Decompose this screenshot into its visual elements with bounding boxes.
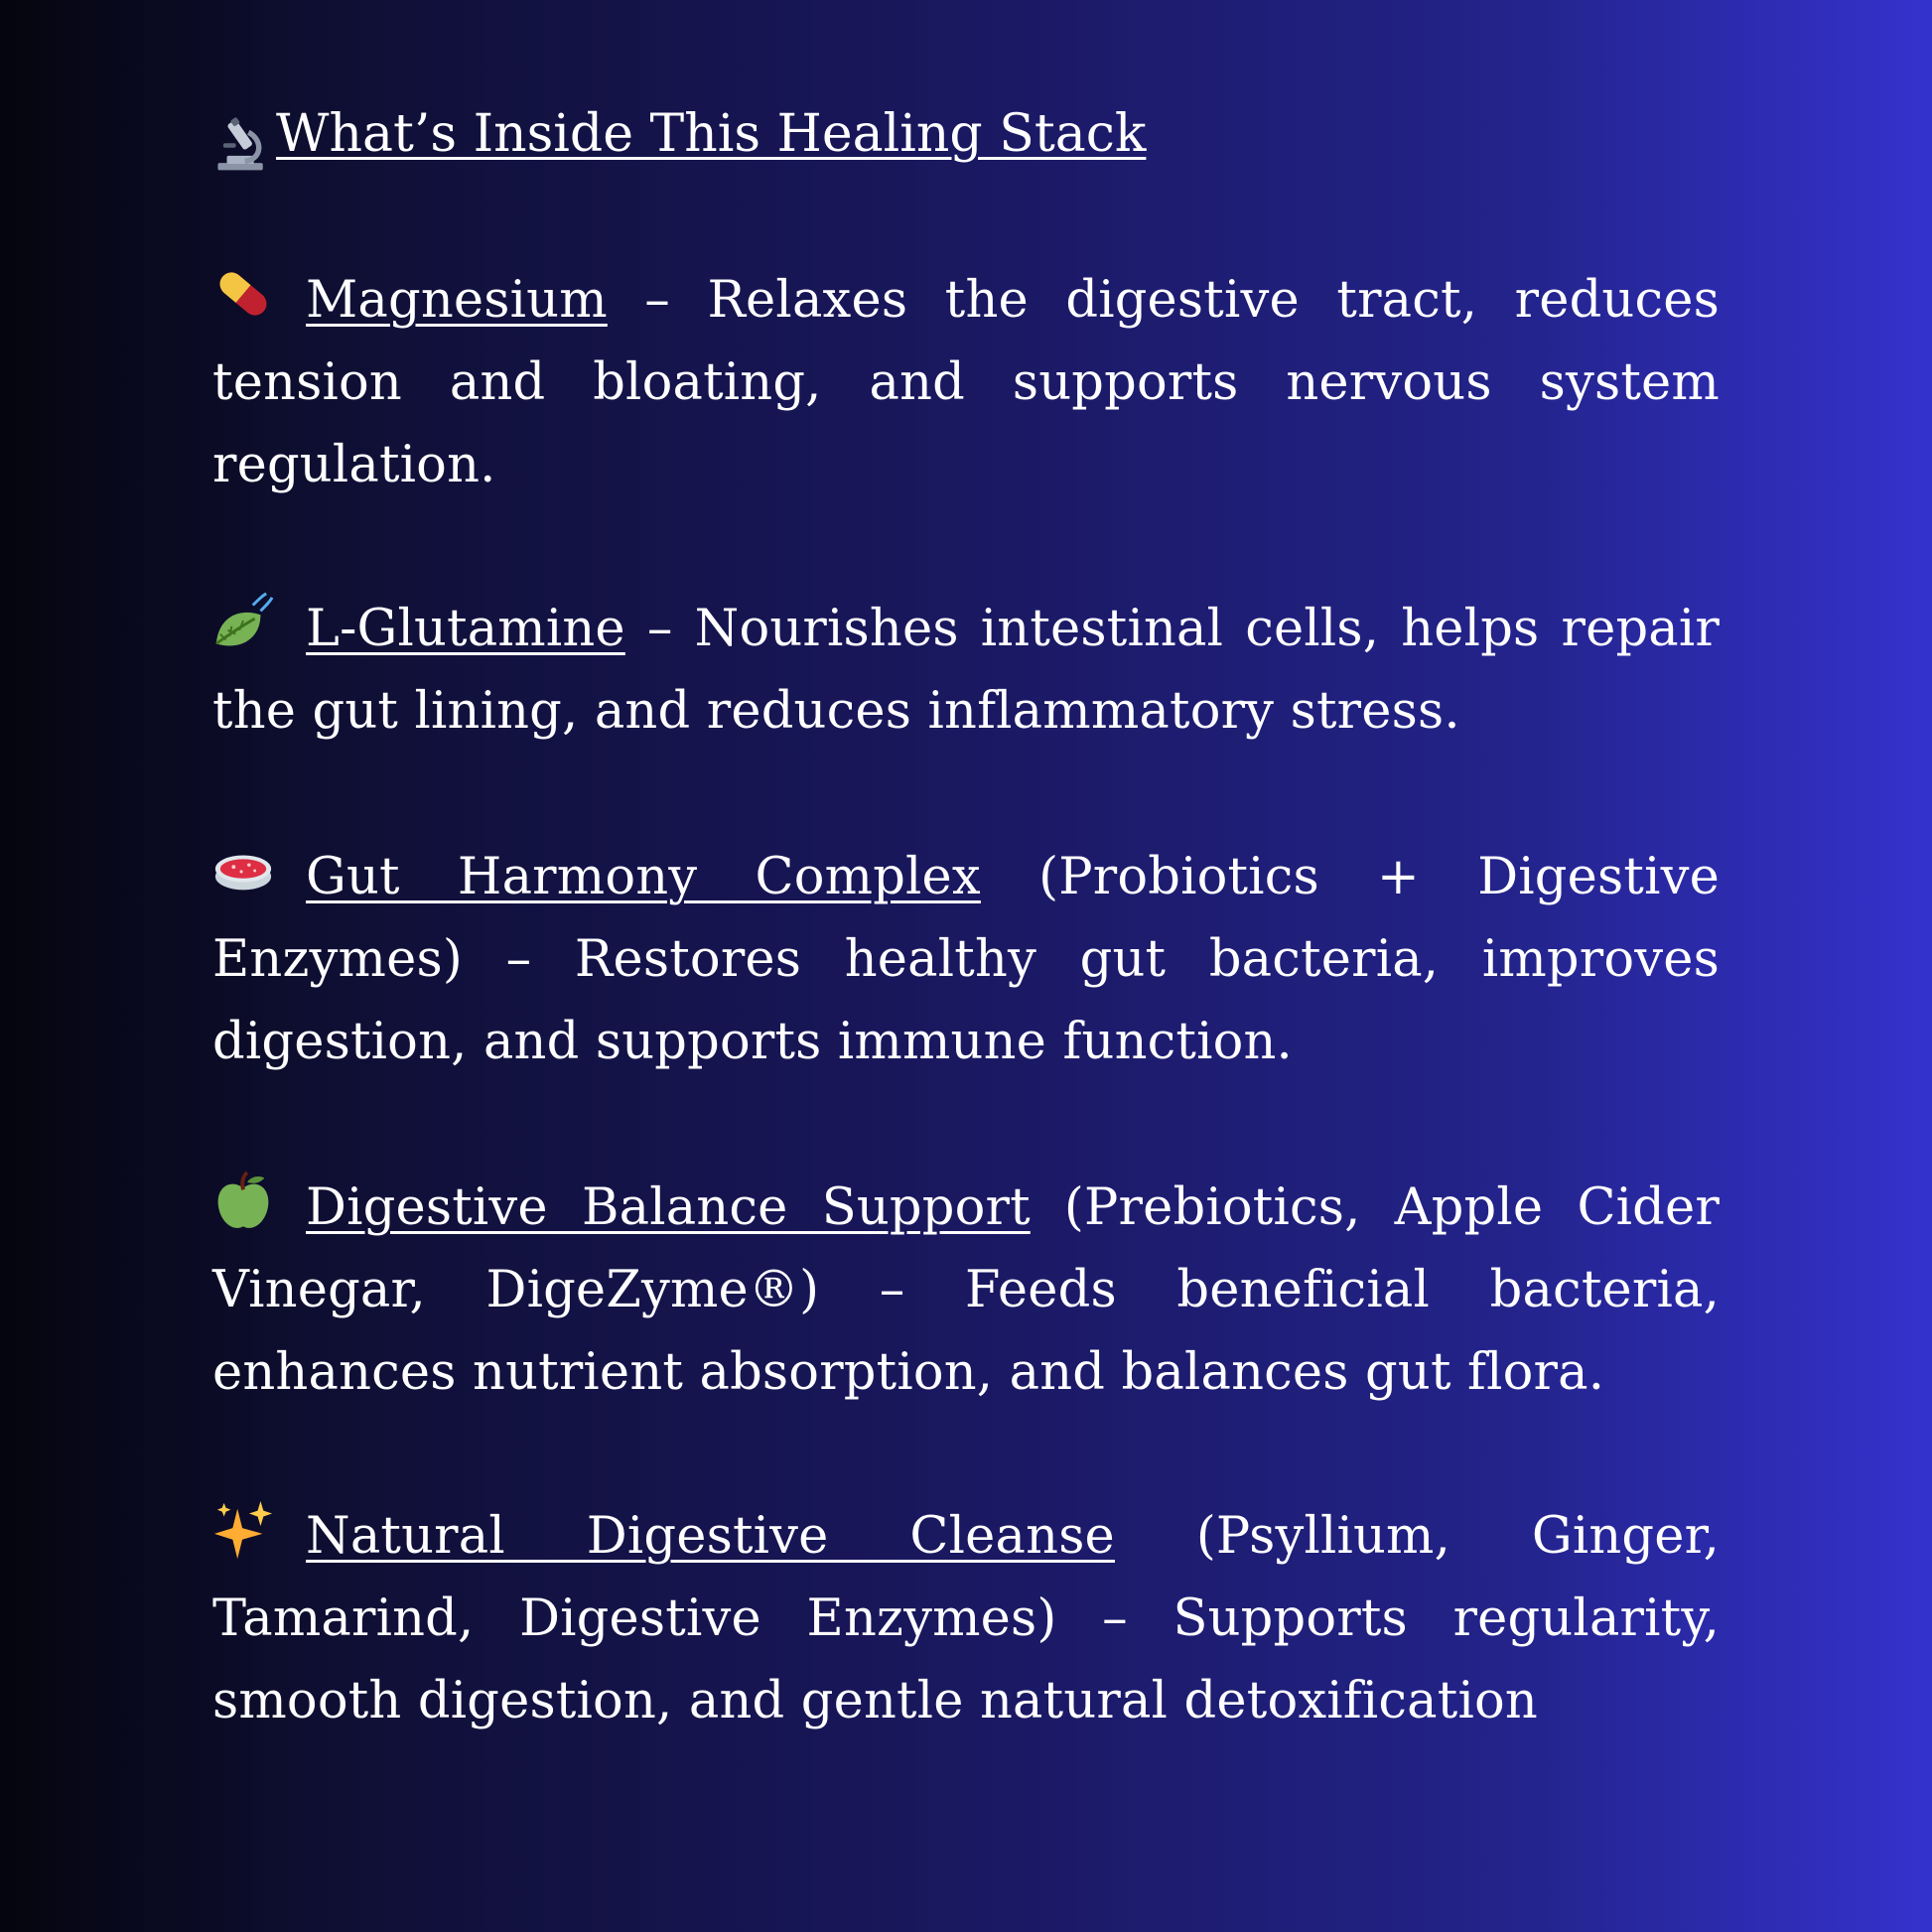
ingredient-description: (Prebiotics, Apple Cider Vinegar, DigeZyme®) – Feeds beneficial bacteria, enhances nutrient absorption, and balances gut flora. (212, 1178, 1720, 1402)
page-title (212, 94, 1720, 174)
ingredient-description: (Psyllium, Ginger, Tamarind, Digestive Enzymes) – Supports regularity, smooth digestion, and gentle natural detoxification (212, 1507, 1720, 1730)
pill-icon (212, 263, 274, 325)
leaf-fluttering-in-wind-icon (212, 592, 274, 653)
sparkles-icon (212, 1499, 274, 1561)
microscope-icon (212, 116, 270, 174)
green-apple-icon (212, 1171, 274, 1232)
ingredient-item-digestive-balance-support (212, 1167, 1720, 1414)
ingredient-description: – Nourishes intestinal cells, helps repair the gut lining, and reduces inflammatory stress. (212, 600, 1720, 741)
ingredient-name: Gut Harmony Complex (306, 848, 981, 906)
ingredient-item-gut-harmony-complex (212, 836, 1720, 1083)
ingredient-name: Magnesium (306, 271, 608, 330)
title-text: What’s Inside This Healing Stack (276, 104, 1147, 164)
ingredient-item-magnesium (212, 259, 1720, 506)
ingredient-description: – Relaxes the digestive tract, reduces tension and bloating, and supports nervous system regulation. (212, 271, 1720, 494)
ingredient-description: (Probiotics + Digestive Enzymes) – Restores healthy gut bacteria, improves digestion, and supports immune function. (212, 848, 1721, 1071)
ingredients-card (212, 94, 1720, 1742)
ingredient-item-natural-digestive-cleanse (212, 1495, 1720, 1742)
ingredient-item-l-glutamine (212, 588, 1720, 753)
petri-dish-icon (212, 840, 274, 901)
ingredient-name: Natural Digestive Cleanse (306, 1507, 1115, 1566)
ingredient-name: L-Glutamine (306, 600, 625, 658)
ingredient-name: Digestive Balance Support (306, 1178, 1031, 1237)
